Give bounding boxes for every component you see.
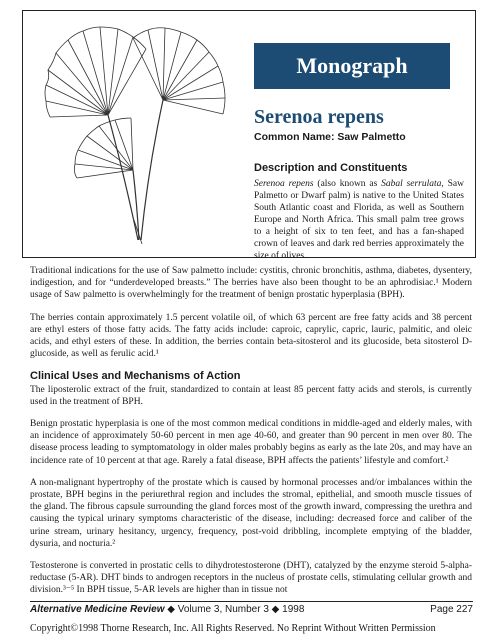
diamond-icon: ◆ — [167, 604, 178, 615]
section-heading-clinical: Clinical Uses and Mechanisms of Action — [30, 370, 241, 383]
description-text: , Saw Palmetto or Dwarf palm) is native to the United States South Atlantic coast and Florida, as well as Southern Europe and North Africa. This small palm tree grows to a height of six to ten feet, and has a fan-shaped crown of leaves and dark red berries approximately the size of olives. — [254, 179, 464, 261]
journal-issue: Volume 3, Number 3 ◆ 1998 — [177, 604, 305, 615]
footer-rule — [30, 601, 473, 602]
copyright-notice: Copyright©1998 Thorne Research, Inc. All Rights Reserved. No Reprint Without Written Permission — [30, 623, 436, 634]
species-name: Serenoa repens — [254, 179, 314, 189]
saw-palmetto-illustration — [38, 20, 238, 250]
paragraph-traditional-uses: Traditional indications for the use of Saw palmetto include: cystitis, chronic bronchitis, asthma, diabetes, dysentery, indigestion, and for “underdeveloped breasts.” The berries have also been thought to be an aphrodisiac.¹ Modern usage of Saw palmetto is overwhelmingly for the treatment of benign prostatic hyperplasia (BPH). — [30, 266, 472, 301]
journal-name: Alternative Medicine Review — [30, 604, 165, 615]
page-number: Page 227 — [430, 604, 473, 615]
description-heading: Description and Constituents — [254, 162, 408, 174]
common-name: Common Name: Saw Palmetto — [254, 131, 406, 143]
synonym-name: Sabal serrulata — [381, 179, 442, 189]
footer — [30, 604, 473, 615]
description-paragraph — [254, 178, 464, 262]
paragraph-bph-pathology: A non-malignant hypertrophy of the prostate which is caused by hormonal processes and/or imbalances within the prostate, BPH begins in the periurethral region and includes the stromal, epithelial, and smooth muscle tissues of the gland. The fibrous capsule surrounding the gland forces most of the growth inward, compressing the urethra and causing the typical urinary symptoms characteristic of the disease, including: decreased force and caliber of the urine stream, urinary hesitancy, urgency, frequency, post-void dribbling, incomplete emptying of the bladder, dysuria, and nocturia.² — [30, 477, 472, 549]
monograph-banner: Monograph — [254, 43, 450, 89]
page-title: Serenoa repens — [254, 106, 384, 128]
description-text-mid: (also known as — [313, 179, 382, 189]
paragraph-bph-incidence: Benign prostatic hyperplasia is one of the most common medical conditions in middle-aged and elderly males, with an incidence of approximately 50-60 percent in men age 40-60, and greater than 90 percent in men over 80. The disease process leading to symptomatology in older males probably begins as early as the late 20s, and may have an incidence rate of 10 percent at that age. Rarely a fatal disease, BPH affects the patients’ lifestyle and comfort.² — [30, 419, 472, 466]
paragraph-constituents: The berries contain approximately 1.5 percent volatile oil, of which 63 percent are free fatty acids and 38 percent are ethyl esters of those fatty acids. The fatty acids include: caproic, caprylic, capric, lauric, palmitic, and oleic acids, and ethyl esters of these. In addition, the berries contain beta-sitosterol and its glucoside, beta sitosterol D-glucoside, as well as ferulic acid.¹ — [30, 312, 472, 360]
article-body — [30, 265, 472, 607]
paragraph-testosterone: Testosterone is converted in prostatic cells to dihydrotestosterone (DHT), catalyzed by the enzyme steroid 5-alpha-reductase (5-AR). DHT binds to androgen receptors in the nucleus of prostate cells, stimulating cellular growth and division.³⁻⁵ In BPH tissue, 5-AR levels are higher than in tissue not — [30, 561, 472, 596]
paragraph-extract: The liposterolic extract of the fruit, standardized to contain at least 85 percent fatty acids and sterols, is currently used in the treatment of BPH. — [30, 384, 472, 407]
